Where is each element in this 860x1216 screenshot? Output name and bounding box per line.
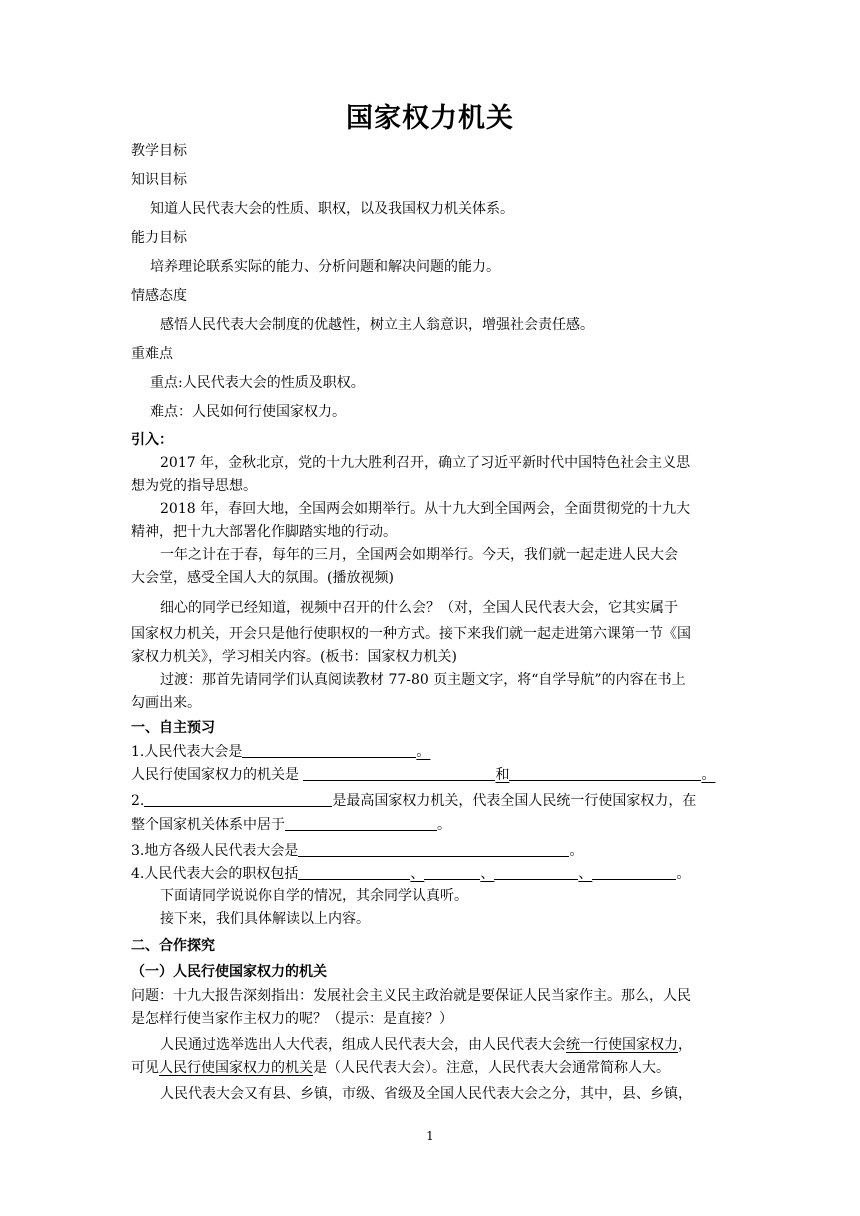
- preview-after1: 下面请同学说说你自学的情况，其余同学认真听。: [160, 888, 468, 904]
- page-number: 1: [426, 1129, 434, 1143]
- explore-question-line2: 是怎样行使当家作主权力的呢？（提示：是直接？）: [131, 1011, 453, 1027]
- explore-p1-comma: ，: [678, 1037, 692, 1053]
- preview-after2: 接下来，我们具体解读以上内容。: [160, 911, 370, 927]
- preview-q1b: [131, 765, 715, 785]
- knowledge-text: 知道人民代表大会的性质、职权，以及我国权力机关体系。: [150, 201, 514, 217]
- explore-heading: 二、合作探究: [131, 938, 215, 954]
- answer-blank[interactable]: [424, 864, 480, 880]
- knowledge-heading: 知识目标: [131, 172, 187, 188]
- preview-q2-line2: [131, 815, 451, 835]
- intro-p3-line2: 大会堂，感受全国人大的氛围。(播放视频): [131, 570, 394, 586]
- explore-p2-line1: 人民代表大会又有县、乡镇，市级、省级及全国人民代表大会之分，其中，县、乡镇，: [160, 1086, 692, 1102]
- preview-q4-text: 4.人民代表大会的职权包括: [131, 866, 299, 882]
- intro-p5-line2: 勾画出来。: [131, 695, 201, 711]
- explore-p1-text: 人民通过选举选出人大代表，组成人民代表大会，由人民代表大会: [160, 1037, 566, 1053]
- preview-q2-mid: 是最高国家权力机关，代表全国人民统一行使国家权力，在: [332, 793, 697, 809]
- explore-p1-line2: [131, 1058, 670, 1078]
- emotion-text: 感悟人民代表大会制度的优越性，树立主人翁意识，增强社会责任感。: [160, 317, 594, 333]
- explore-p1-line1: [160, 1035, 692, 1055]
- preview-q1-end: 。: [416, 744, 431, 760]
- answer-blank[interactable]: [303, 765, 495, 781]
- preview-q2-text: 2.: [131, 793, 145, 809]
- explore-sub1: （一）人民行使国家权力的机关: [131, 964, 327, 980]
- answer-blank[interactable]: [494, 864, 578, 880]
- intro-p2-line2: 精神，把十九大部署化作脚踏实地的行动。: [131, 524, 397, 540]
- preview-q2-l2-text: 整个国家机关体系中居于: [131, 817, 285, 833]
- preview-q4-sep: 、: [480, 866, 495, 882]
- intro-p3-line1: 一年之计在于春，每年的三月，全国两会如期举行。今天，我们就一起走进人民大会: [160, 547, 678, 563]
- intro-p4-line2: 国家权力机关，开会只是他行使职权的一种方式。接下来我们就一起走进第六课第一节《国: [131, 626, 691, 642]
- preview-q1b-end: 。: [701, 767, 716, 783]
- intro-heading: 引入：: [131, 432, 173, 448]
- preview-q4-sep: 、: [578, 866, 593, 882]
- intro-p1-line1: 2017 年，金秋北京，党的十九大胜利召开，确立了习近平新时代中国特色社会主义思: [160, 455, 691, 471]
- preview-q1b-text: 人民行使国家权力的机关是: [131, 767, 299, 783]
- preview-q4: [131, 864, 690, 884]
- explore-question-line1: 问题：十九大报告深刻指出：发展社会主义民主政治就是要保证人民当家作主。那么，人民: [131, 988, 691, 1004]
- key-point: 重点:人民代表大会的性质及职权。: [150, 375, 365, 391]
- difficult-point: 难点：人民如何行使国家权力。: [150, 404, 346, 420]
- intro-p5-line1: 过渡：那首先请同学们认真阅读教材 77-80 页主题文字，将“自学导航”的内容在书上: [160, 672, 686, 688]
- key-heading: 重难点: [131, 346, 173, 362]
- preview-heading: 一、自主预习: [131, 720, 215, 736]
- ability-heading: 能力目标: [131, 230, 187, 246]
- preview-q2-end: 。: [437, 817, 451, 833]
- objectives-heading: 教学目标: [131, 143, 187, 159]
- answer-blank[interactable]: [298, 841, 569, 857]
- preview-q4-end: 。: [676, 866, 691, 882]
- preview-q3-text: 3.地方各级人民代表大会是: [131, 843, 299, 859]
- preview-q2: [131, 791, 696, 811]
- preview-q1: [131, 742, 430, 762]
- ability-text: 培养理论联系实际的能力、分析问题和解决问题的能力。: [150, 259, 500, 275]
- preview-q3-end: 。: [569, 843, 584, 859]
- explore-p1-l2-rest: 是（人民代表大会）。注意，人民代表大会通常简称人大。: [313, 1060, 670, 1076]
- page-title: 国家权力机关: [346, 103, 514, 134]
- intro-p2-line1: 2018 年，春回大地，全国两会如期举行。从十九大到全国两会，全面贯彻党的十九大: [160, 501, 691, 517]
- intro-p1-line2: 想为党的指导思想。: [131, 478, 257, 494]
- explore-p1-underlined: 统一行使国家权力: [566, 1037, 678, 1053]
- intro-p4-line1: 细心的同学已经知道，视频中召开的什么会？（对，全国人民代表大会，它其实属于: [160, 600, 678, 616]
- answer-blank[interactable]: [298, 864, 410, 880]
- preview-q4-sep: 、: [410, 866, 425, 882]
- preview-q1-text: 1.人民代表大会是: [131, 744, 243, 760]
- answer-blank[interactable]: [242, 742, 416, 758]
- answer-blank[interactable]: [285, 815, 437, 831]
- answer-blank[interactable]: [144, 791, 332, 807]
- preview-q3: [131, 841, 583, 861]
- emotion-heading: 情感态度: [131, 288, 187, 304]
- explore-p1-l2-prefix: 可见: [131, 1060, 159, 1076]
- answer-blank[interactable]: [592, 864, 676, 880]
- intro-p4-line3: 家权力机关》，学习相关内容。(板书：国家权力机关): [131, 649, 457, 665]
- preview-q1b-and: 和: [495, 767, 510, 783]
- answer-blank[interactable]: [509, 765, 701, 781]
- explore-p1-l2-underlined: 人民行使国家权力的机关: [159, 1060, 313, 1076]
